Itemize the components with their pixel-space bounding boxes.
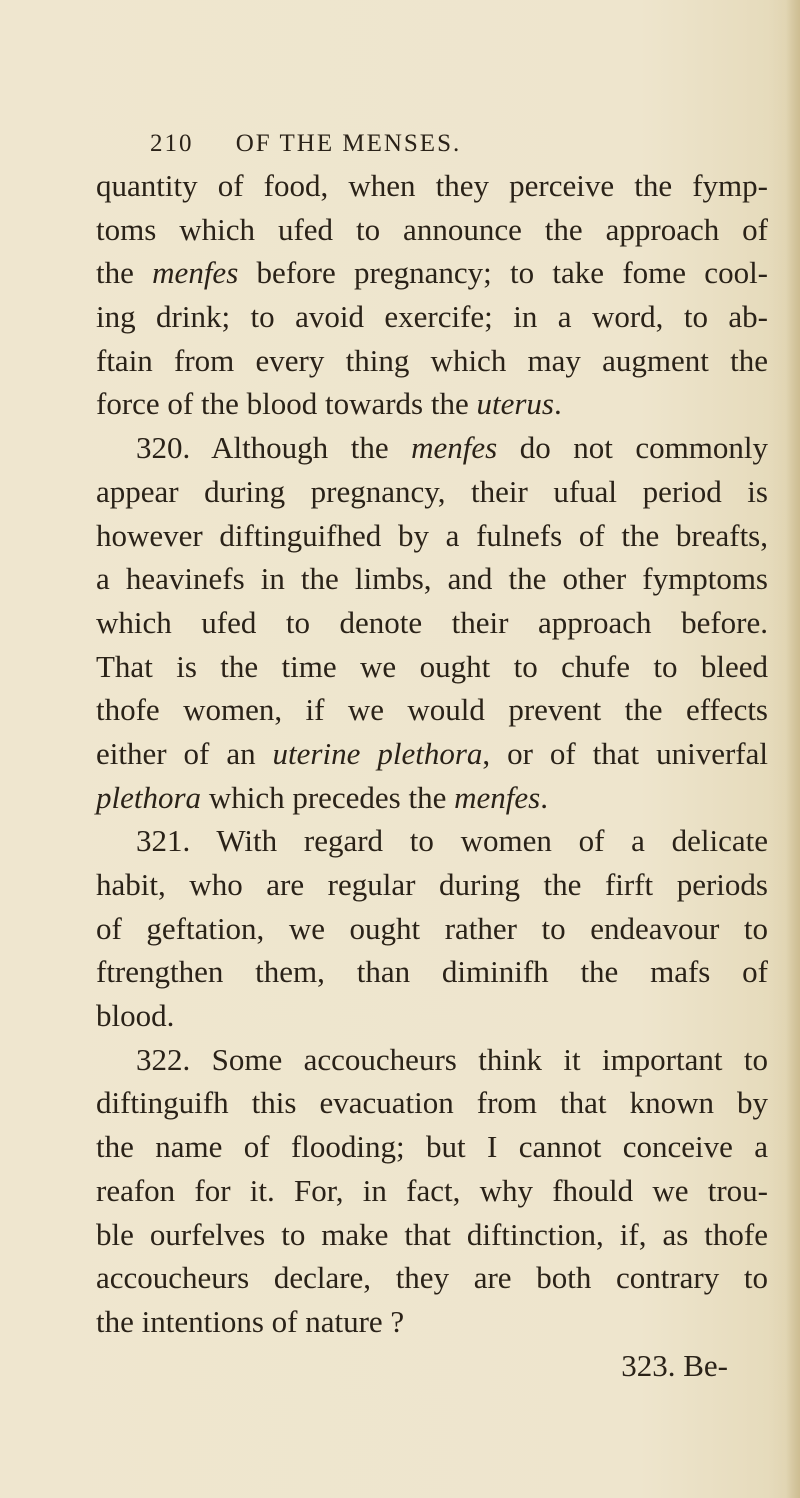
text-line: blood. [96, 998, 175, 1034]
text-line: however diftinguifhed by a fulnefs of the breafts, [96, 517, 768, 553]
text-line: the name of flooding; but I cannot conceive a [96, 1129, 768, 1165]
catchword: 323. Be- [621, 1347, 728, 1383]
text-line: force of the blood towards the uterus. [96, 386, 562, 422]
page-edge-shadow [786, 0, 800, 1498]
text-line: the intentions of nature ? [96, 1303, 405, 1339]
text-line: ble ourfelves to make that diftinction, if, as thofe [96, 1216, 768, 1252]
text-line: accoucheurs declare, they are both contrary to [96, 1260, 768, 1296]
text-line: quantity of food, when they perceive the fymp- [96, 168, 768, 203]
text-line: a heavinefs in the limbs, and the other fymptoms [96, 561, 768, 597]
text-line: which ufed to denote their approach before. [96, 604, 768, 640]
text-line: plethora which precedes the menfes. [96, 779, 548, 815]
text-line: thofe women, if we would prevent the effects [96, 692, 768, 728]
text-line: ftain from every thing which may augment the [96, 342, 768, 378]
text-line: That is the time we ought to chufe to bleed [96, 648, 768, 684]
text-line: ftrengthen them, than diminifh the mafs of [96, 954, 768, 990]
text-line: ing drink; to avoid exercife; in a word, to ab- [96, 299, 768, 335]
page-number: 210 [150, 130, 194, 157]
text-line: of geftation, we ought rather to endeavour to [96, 910, 768, 946]
text-line: the menfes before pregnancy; to take fome cool- [96, 255, 769, 291]
body-text [96, 164, 768, 1387]
text-line: habit, who are regular during the firft periods [96, 867, 768, 902]
text-line: diftinguifh this evacuation from that known by [96, 1085, 768, 1121]
paragraph-322-start: 322. Some accoucheurs think it important to [136, 1041, 768, 1077]
running-title: OF THE MENSES. [235, 130, 462, 157]
text-line: appear during pregnancy, their ufual period is [96, 473, 768, 509]
paragraph-321-start: 321. With regard to women of a delicate [136, 823, 768, 859]
text-line: either of an uterine plethora, or of that univerfal [96, 735, 769, 771]
text-line: toms which ufed to announce the approach of [96, 211, 768, 247]
running-header [150, 130, 461, 158]
paragraph-320-start: 320. Although the menfes do not commonly [136, 430, 768, 466]
text-line: reafon for it. For, in fact, why fhould we trou- [96, 1172, 768, 1208]
